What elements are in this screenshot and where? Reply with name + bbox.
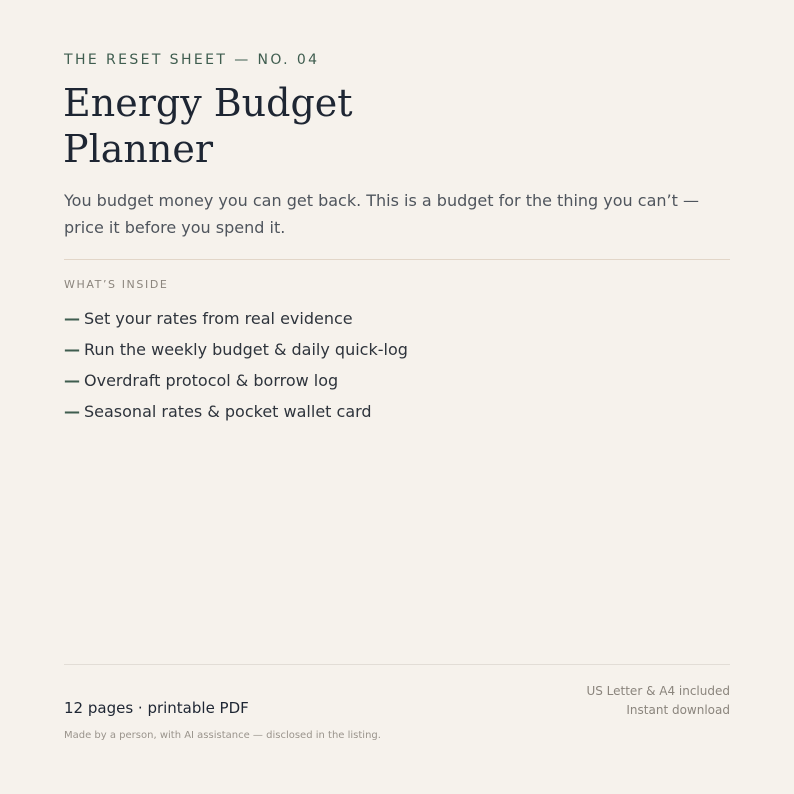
ai-disclosure: Made by a person, with AI assistance — disclosed in the listing. [64,730,381,741]
paper-sizes-text: US Letter & A4 included [586,684,730,698]
top-divider [64,259,730,260]
list-item [64,368,408,399]
list-item-text: Seasonal rates & pocket wallet card [84,402,372,421]
lede-text: You budget money you can get back. This is a budget for the thing you can’t — price it before you spend it. [64,191,699,237]
format-summary: 12 pages · printable PDF [64,699,249,717]
list-item [64,399,408,430]
title-line-2: Planner [63,127,213,171]
page-title [63,80,353,172]
list-item-text: Set your rates from real evidence [84,309,353,328]
series-eyebrow: THE RESET SHEET — NO. 04 [64,52,320,68]
delivery-meta [586,682,730,720]
list-item [64,337,408,368]
list-item-text: Run the weekly budget & daily quick-log [84,340,408,359]
feature-list [64,306,408,430]
dash-bullet: — [64,371,80,390]
list-item-text: Overdraft protocol & borrow log [84,371,339,390]
whats-inside-label: WHAT’S INSIDE [64,278,169,291]
list-item [64,306,408,337]
dash-bullet: — [64,402,80,421]
dash-bullet: — [64,309,80,328]
dash-bullet: — [64,340,80,359]
title-line-1: Energy Budget [63,81,353,125]
bottom-divider [64,664,730,665]
delivery-text: Instant download [626,703,730,717]
